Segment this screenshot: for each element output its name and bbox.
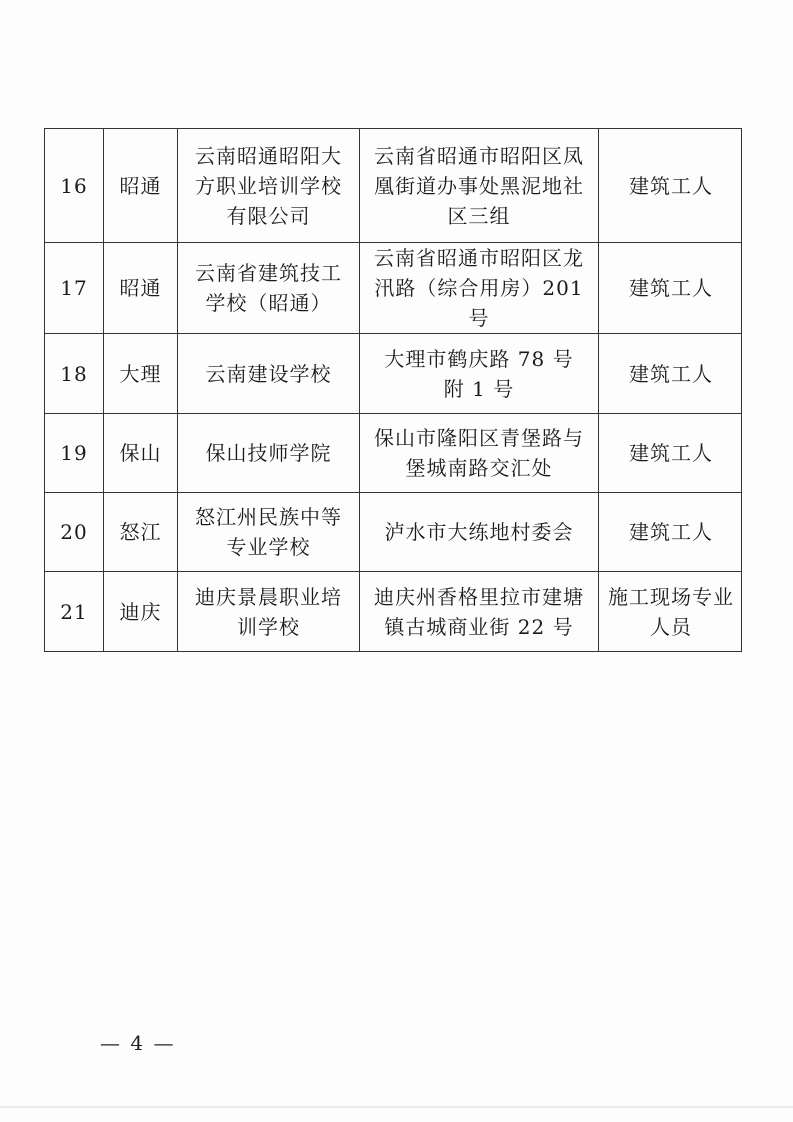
address-cell: [360, 243, 599, 334]
trade-text: 建筑工人: [629, 361, 713, 386]
address-text: 大理市鹤庆路 78 号附 1 号: [384, 346, 574, 401]
school-cell: [178, 129, 360, 243]
address-text: 云南省昭通市昭阳区凤凰街道办事处黑泥地社区三组: [374, 143, 584, 228]
trade-text: 建筑工人: [629, 520, 713, 544]
school-name: 怒江州民族中等专业学校: [195, 505, 342, 559]
address-cell: [360, 414, 599, 493]
city-cell: 迪庆: [104, 572, 178, 652]
city-cell: 怒江: [104, 493, 178, 572]
row-number: 16: [45, 129, 104, 243]
school-name: 保山技师学院: [205, 441, 332, 465]
address-text: 迪庆州香格里拉市建塘镇古城商业街 22 号: [374, 584, 584, 639]
trade-cell: [599, 493, 742, 572]
address-cell: [360, 572, 599, 652]
row-number: 18: [45, 334, 104, 414]
address-cell: [360, 493, 599, 572]
trade-cell: [599, 129, 742, 243]
trade-text: 建筑工人: [629, 441, 713, 465]
school-name: 云南昭通昭阳大方职业培训学校有限公司: [195, 143, 342, 228]
city-cell: 昭通: [104, 243, 178, 334]
page-number: — 4 —: [100, 1031, 176, 1055]
school-cell: [178, 414, 360, 493]
training-school-table: [44, 128, 742, 652]
school-name: 云南建设学校: [205, 361, 332, 386]
school-cell: [178, 572, 360, 652]
address-text: 云南省昭通市昭阳区龙汛路（综合用房）201 号: [374, 246, 584, 330]
table-row: [45, 493, 742, 572]
trade-cell: [599, 243, 742, 334]
trade-cell: [599, 414, 742, 493]
table-row: [45, 243, 742, 334]
row-number: 21: [45, 572, 104, 652]
school-name: 迪庆景晨职业培训学校: [195, 584, 342, 639]
trade-text: 建筑工人: [629, 276, 713, 300]
address-text: 保山市隆阳区青堡路与堡城南路交汇处: [374, 426, 584, 480]
scan-edge-divider: [0, 1106, 793, 1108]
school-cell: [178, 334, 360, 414]
trade-cell: [599, 334, 742, 414]
row-number: 20: [45, 493, 104, 572]
table-row: [45, 414, 742, 493]
table-row: [45, 129, 742, 243]
school-name: 云南省建筑技工学校（昭通）: [195, 261, 342, 315]
table-row: [45, 572, 742, 652]
address-cell: [360, 129, 599, 243]
trade-text: 施工现场专业人员: [608, 584, 734, 639]
school-cell: [178, 243, 360, 334]
row-number: 17: [45, 243, 104, 334]
school-cell: [178, 493, 360, 572]
city-cell: 大理: [104, 334, 178, 414]
trade-text: 建筑工人: [629, 173, 713, 198]
address-text: 泸水市大练地村委会: [384, 520, 574, 544]
city-cell: 昭通: [104, 129, 178, 243]
address-cell: [360, 334, 599, 414]
city-cell: 保山: [104, 414, 178, 493]
row-number: 19: [45, 414, 104, 493]
trade-cell: [599, 572, 742, 652]
table-row: [45, 334, 742, 414]
